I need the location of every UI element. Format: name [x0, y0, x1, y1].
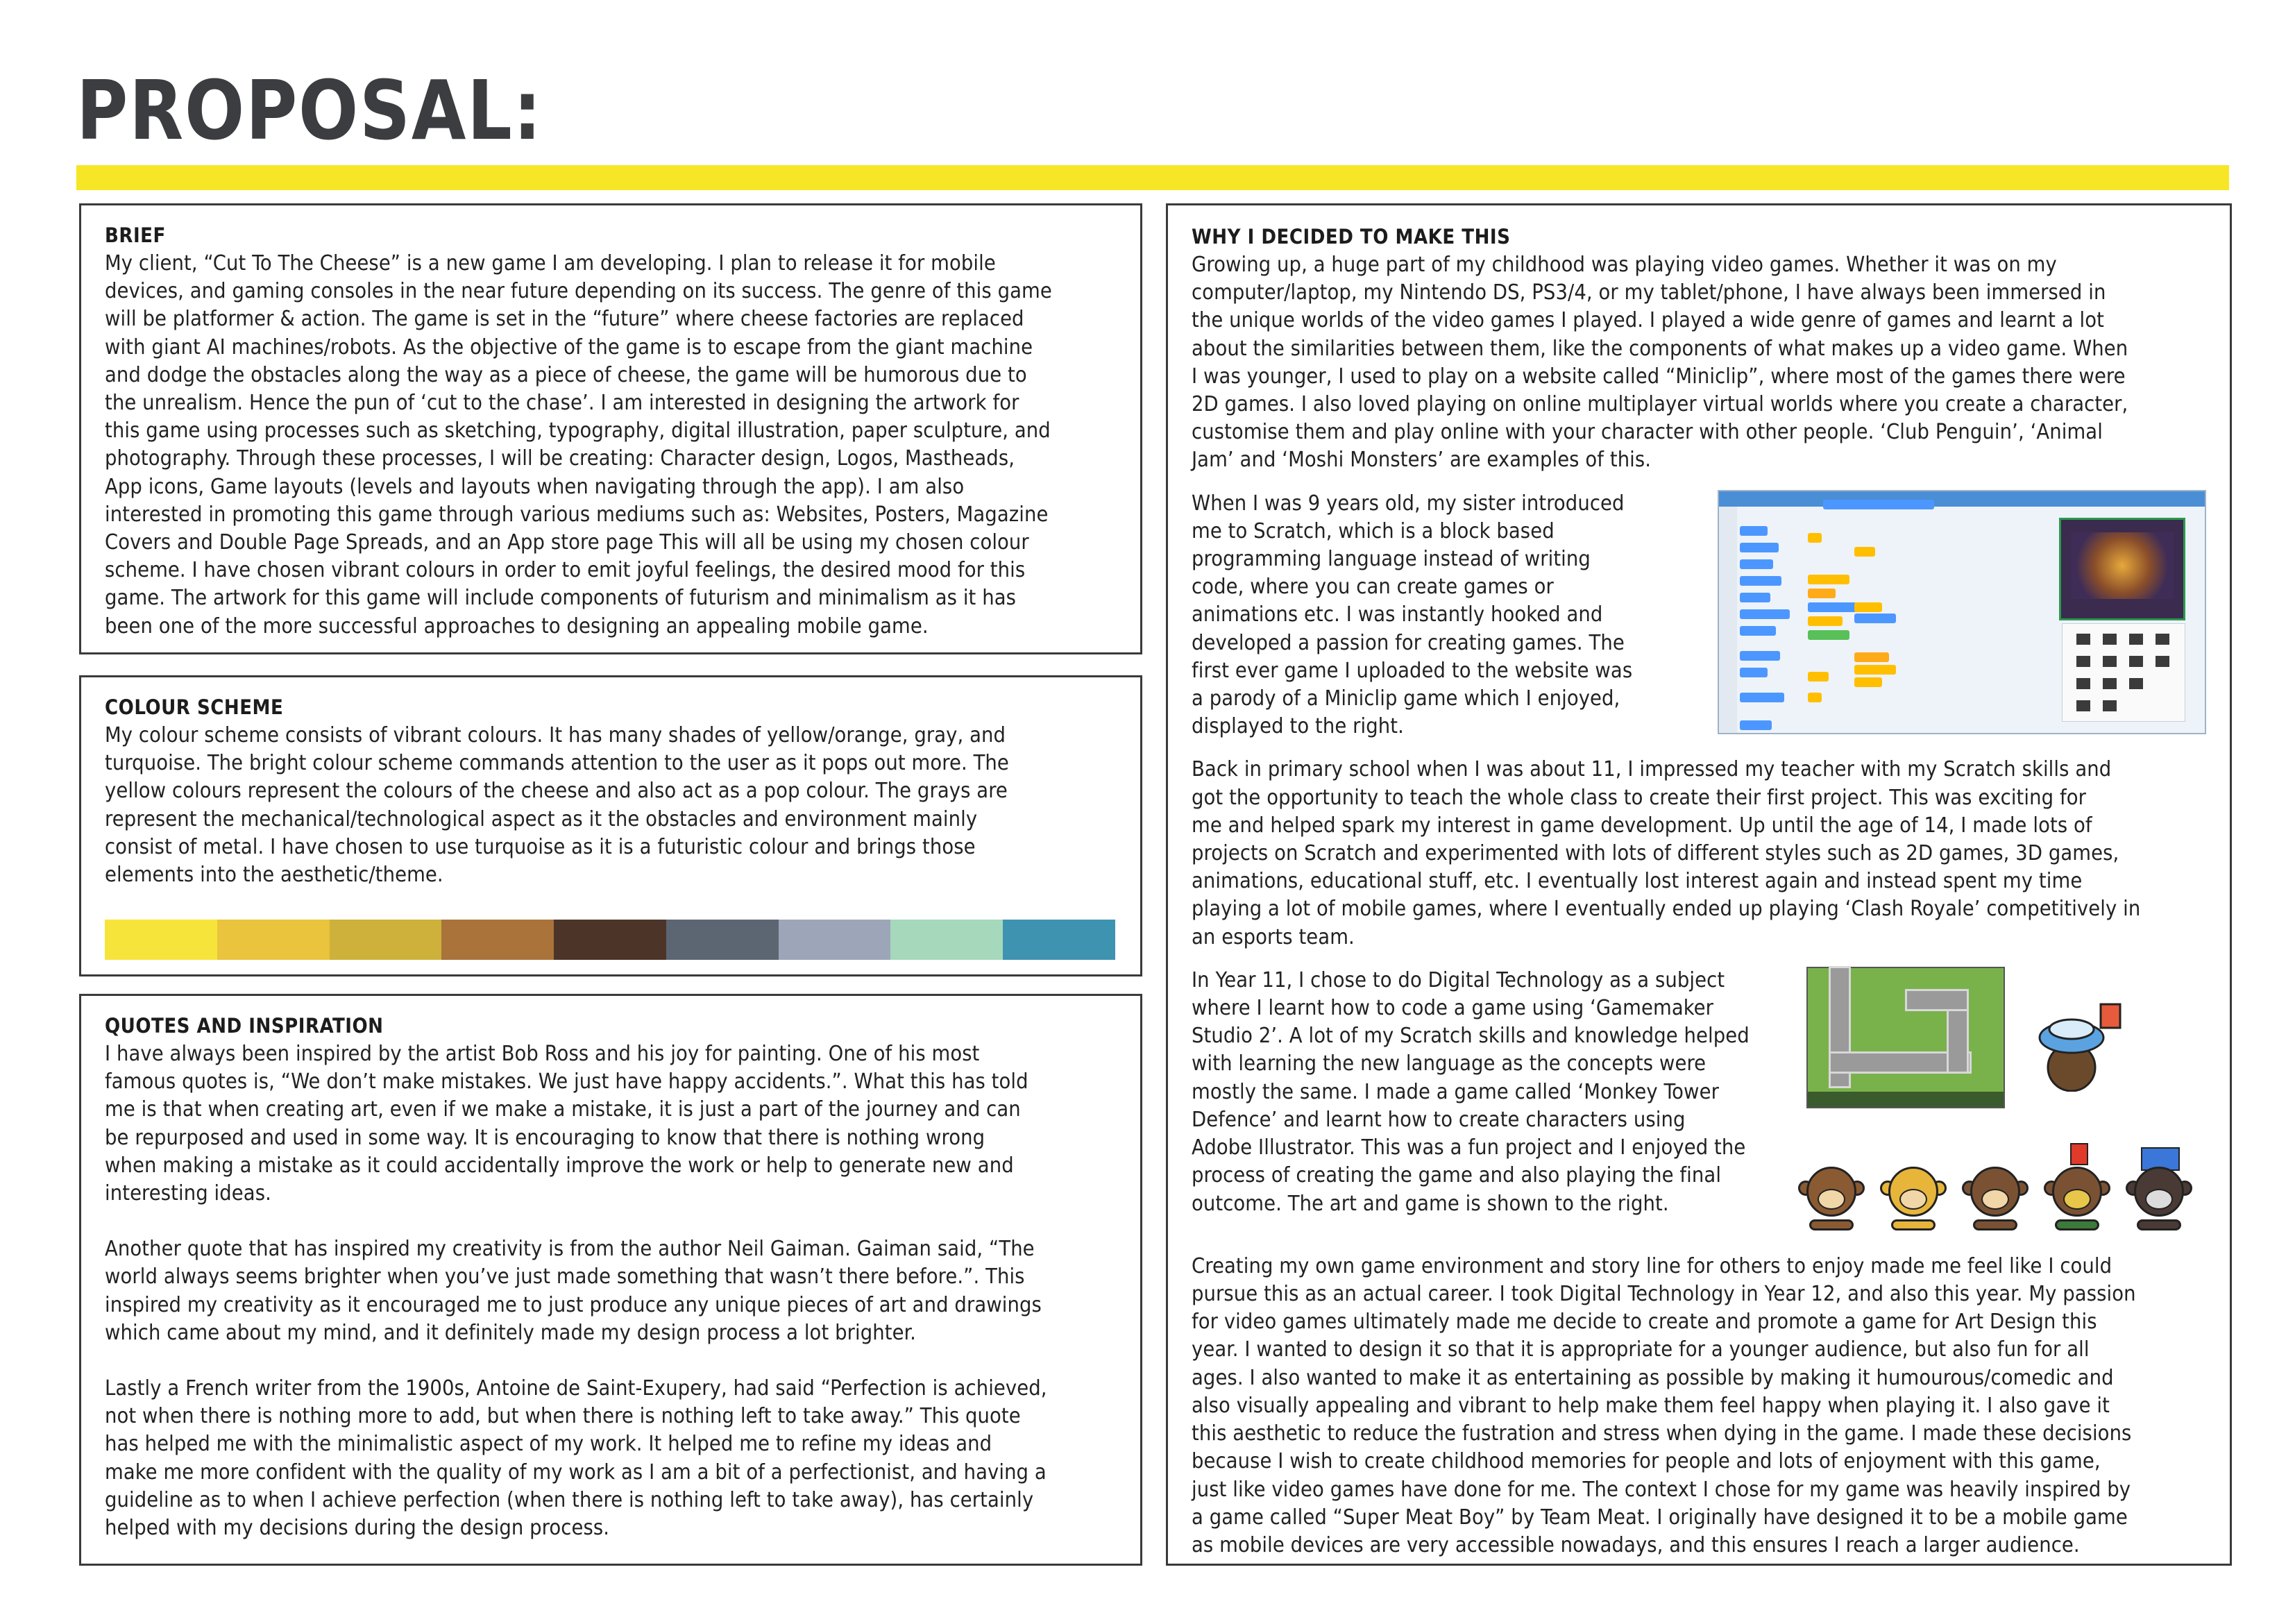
text-line: When I was 9 years old, my sister introduced [1192, 491, 1625, 516]
text-line: photography. Through these processes, I will be creating: Character design, Logos, Mastheads, [105, 446, 1015, 471]
text-line: customise them and play online with your character with other people. ‘Club Penguin’, ‘Animal [1192, 420, 2103, 445]
text-line: devices, and gaming consoles in the near future depending on its success. The genre of this game [105, 279, 1052, 304]
text-line: code, where you can create games or [1192, 575, 1554, 600]
text-line: computer/laptop, my Nintendo DS, PS3/4, or my tablet/phone, I have always been immersed in [1192, 280, 2106, 305]
text-line: Another quote that has inspired my creativity is from the author Neil Gaiman. Gaiman said, “The [105, 1237, 1035, 1262]
colour-swatch [217, 920, 330, 960]
text-line: consist of metal. I have chosen to use turquoise as it is a futuristic colour and brings those [105, 834, 976, 859]
quotes-paragraph-neil-gaiman [105, 1235, 1117, 1347]
text-line: year. I wanted to design it so that it is appropriate for a younger audience, but also fun for all [1192, 1337, 2090, 1362]
why-paragraph-career [1192, 1253, 2206, 1559]
text-line: just like video games have done for me. The context I chose for my game was heavily inspired by [1192, 1477, 2131, 1502]
text-line: Jam’ and ‘Moshi Monsters’ are examples of this. [1192, 448, 1652, 473]
text-line: has helped me with the minimalistic aspect of my work. It helped me to refine my ideas and [105, 1432, 992, 1457]
why-paragraph-primary-school [1192, 756, 2206, 951]
text-line: outcome. The art and game is shown to the right. [1192, 1191, 1669, 1216]
text-line: animations etc. I was instantly hooked and [1192, 602, 1603, 627]
brief-panel [79, 203, 1142, 654]
monkey-tower-defence-artwork [1797, 967, 2206, 1237]
text-line: when making a mistake as it could accidentally improve the work or help to generate new and [105, 1153, 1014, 1178]
text-line: Creating my own game environment and story line for others to enjoy made me feel like I could [1192, 1253, 2112, 1278]
text-line: a parody of a Miniclip game which I enjoyed, [1192, 686, 1620, 711]
text-line: Back in primary school when I was about 11, I impressed my teacher with my Scratch skills and [1192, 757, 2112, 782]
why-panel [1166, 203, 2232, 1566]
text-line: guideline as to when I achieve perfection (when there is nothing left to take away), has certainly [105, 1487, 1034, 1512]
text-line: got the opportunity to teach the whole class to create their first project. This was exciting for [1192, 785, 2086, 810]
text-line: pursue this as an actual career. I took Digital Technology in Year 12, and also this year. My passion [1192, 1282, 2136, 1307]
text-line: will be platformer & action. The game is set in the “future” where cheese factories are replaced [105, 307, 1024, 332]
text-line: as mobile devices are very accessible nowadays, and this ensures I reach a larger audience. [1192, 1532, 2080, 1557]
text-line: represent the mechanical/technological aspect as it the obstacles and environment mainly [105, 806, 978, 831]
text-line: not when there is nothing more to add, but when there is nothing left to take away.” This quote [105, 1404, 1021, 1429]
monkey-tower-defence-screenshot [1806, 967, 2005, 1108]
robot-monkey-illustration [2023, 1001, 2127, 1092]
quotes-paragraph-saint-exupery [105, 1375, 1117, 1542]
text-line: developed a passion for creating games. The [1192, 630, 1625, 655]
text-line: playing a lot of mobile games, where I eventually ended up playing ‘Clash Royale’ competitively in [1192, 897, 2141, 922]
text-line: Defence’ and learnt how to create characters using [1192, 1107, 1686, 1132]
text-line: a game called “Super Meat Boy” by Team Meat. I originally have designed it to be a mobile game [1192, 1505, 2128, 1530]
text-line: first ever game I uploaded to the website was [1192, 658, 1633, 683]
text-line: programming language instead of writing [1192, 547, 1591, 572]
text-line: mostly the same. I made a game called ‘Monkey Tower [1192, 1079, 1719, 1104]
text-line: an esports team. [1192, 924, 1355, 949]
text-line: I have always been inspired by the artist Bob Ross and his joy for painting. One of his most [105, 1042, 980, 1066]
text-line: about the similarities between them, like the components of what makes up a video game. When [1192, 336, 2128, 361]
text-line: also visually appealing and vibrant to help make them feel happy when playing it. I also gave it [1192, 1393, 2110, 1418]
colour-swatch [105, 920, 217, 960]
text-line: inspired my creativity as it encouraged me to just produce any unique pieces of art and drawings [105, 1292, 1042, 1317]
colour-swatch [666, 920, 779, 960]
text-line: the unique worlds of the video games I played. I played a wide genre of games and learnt a lot [1192, 308, 2105, 333]
text-line: My colour scheme consists of vibrant colours. It has many shades of yellow/orange, gray, and [105, 723, 1006, 747]
text-line: projects on Scratch and experimented with lots of different styles such as 2D games, 3D games, [1192, 841, 2119, 866]
why-heading: WHY I DECIDED TO MAKE THIS [1192, 225, 1511, 248]
text-line: Adobe Illustrator. This was a fun project and I enjoyed the [1192, 1135, 1746, 1160]
text-line: turquoise. The bright colour scheme commands attention to the user as it pops out more. The [105, 751, 1009, 776]
text-line: My client, “Cut To The Cheese” is a new game I am developing. I plan to release it for mobile [105, 251, 996, 276]
text-line: interesting ideas. [105, 1181, 271, 1206]
text-line: and dodge the obstacles along the way as a piece of cheese, the game will be humorous due to [105, 362, 1027, 387]
text-line: App icons, Game layouts (levels and layouts when navigating through the app). I am also [105, 474, 965, 499]
why-paragraph-year-11 [1192, 967, 1750, 1237]
colour-swatch-strip [105, 920, 1115, 960]
colour-swatch [1003, 920, 1115, 960]
colour-scheme-heading: COLOUR SCHEME [105, 695, 284, 719]
text-line: for video games ultimately made me decide to create and promote a game for Art Design this [1192, 1310, 2097, 1335]
text-line: helped with my decisions during the design process. [105, 1516, 610, 1541]
text-line: me is that when creating art, even if we make a mistake, it is just a part of the journey and can [105, 1097, 1021, 1122]
text-line: animations, educational stuff, etc. I eventually lost interest again and instead spent my time [1192, 869, 2083, 894]
text-line: me to Scratch, which is a block based [1192, 518, 1555, 543]
text-line: where I learnt how to code a game using ‘Gamemaker [1192, 996, 1713, 1021]
colour-swatch [554, 920, 666, 960]
text-line: Growing up, a huge part of my childhood was playing video games. Whether it was on my [1192, 253, 2057, 277]
text-line: interested in promoting this game through various mediums such as: Websites, Posters, Magazine [105, 502, 1049, 527]
why-paragraph-childhood [1192, 251, 2206, 475]
text-line: because I wish to create childhood memories for people and lots of enjoyment with this game, [1192, 1449, 2101, 1474]
text-line: with learning the new language as the concepts were [1192, 1051, 1707, 1076]
text-line: been one of the more successful approaches to designing an appealing mobile game. [105, 614, 929, 638]
page-title: PROPOSAL: [76, 62, 543, 158]
text-line: me and helped spark my interest in game development. Up until the age of 14, I made lots of [1192, 813, 2092, 838]
text-line: yellow colours represent the colours of the cheese and also act as a pop colour. The grays are [105, 779, 1008, 804]
quotes-paragraph-bob-ross [105, 1040, 1117, 1208]
quotes-heading: QUOTES AND INSPIRATION [105, 1014, 384, 1038]
text-line: I was younger, I used to play on a website called “Miniclip”, where most of the games there were [1192, 364, 2126, 389]
brief-heading: BRIEF [105, 223, 166, 247]
text-line: elements into the aesthetic/theme. [105, 863, 443, 888]
colour-scheme-text [105, 722, 1117, 889]
text-line: make me more confident with the quality of my work as I am a bit of a perfectionist, and having a [105, 1460, 1047, 1485]
text-line: displayed to the right. [1192, 714, 1404, 739]
why-paragraph-scratch [1192, 490, 1632, 741]
text-line: Covers and Double Page Spreads, and an App store page This will all be using my chosen colour [105, 530, 1029, 555]
text-line: the unrealism. Hence the pun of ‘cut to the chase’. I am interested in designing the artwork for [105, 391, 1019, 416]
text-line: be repurposed and used in some way. It is encouraging to know that there is nothing wrong [105, 1125, 985, 1150]
text-line: scheme. I have chosen vibrant colours in order to emit joyful feelings, the desired mood for this [105, 558, 1026, 583]
colour-swatch [441, 920, 554, 960]
text-line: which came about my mind, and it definitely made my design process a lot brighter. [105, 1320, 916, 1345]
text-line: process of creating the game and also playing the final [1192, 1163, 1722, 1188]
text-line: ages. I also wanted to make it as entertaining as possible by making it humourous/comedic and [1192, 1365, 2114, 1390]
colour-scheme-panel [79, 675, 1142, 976]
text-line: this aesthetic to reduce the fustration and stress when dying in the game. I made these decisions [1192, 1421, 2132, 1446]
scratch-editor-screenshot [1718, 490, 2206, 734]
colour-swatch [779, 920, 891, 960]
text-line: Lastly a French writer from the 1900s, Antoine de Saint-Exupery, had said “Perfection is achieved, [105, 1376, 1047, 1401]
quotes-panel [79, 994, 1142, 1566]
text-line: this game using processes such as sketching, typography, digital illustration, paper sculpture, and [105, 418, 1051, 443]
text-line: Studio 2’. A lot of my Scratch skills and knowledge helped [1192, 1024, 1750, 1049]
text-line: world always seems brighter when you’ve just made something that wasn’t there before.”. This [105, 1264, 1025, 1289]
text-line: In Year 11, I chose to do Digital Technology as a subject [1192, 967, 1725, 992]
colour-swatch [330, 920, 442, 960]
brief-text [105, 250, 1117, 641]
text-line: with giant AI machines/robots. As the objective of the game is to escape from the giant machine [105, 335, 1033, 360]
text-line: game. The artwork for this game will include components of futurism and minimalism as it has [105, 586, 1017, 611]
text-line: 2D games. I also loved playing on online multiplayer virtual worlds where you create a character, [1192, 392, 2128, 417]
text-line: famous quotes is, “We don’t make mistakes. We just have happy accidents.”. What this has told [105, 1069, 1028, 1094]
title-underline-bar [76, 165, 2229, 190]
colour-swatch [890, 920, 1003, 960]
